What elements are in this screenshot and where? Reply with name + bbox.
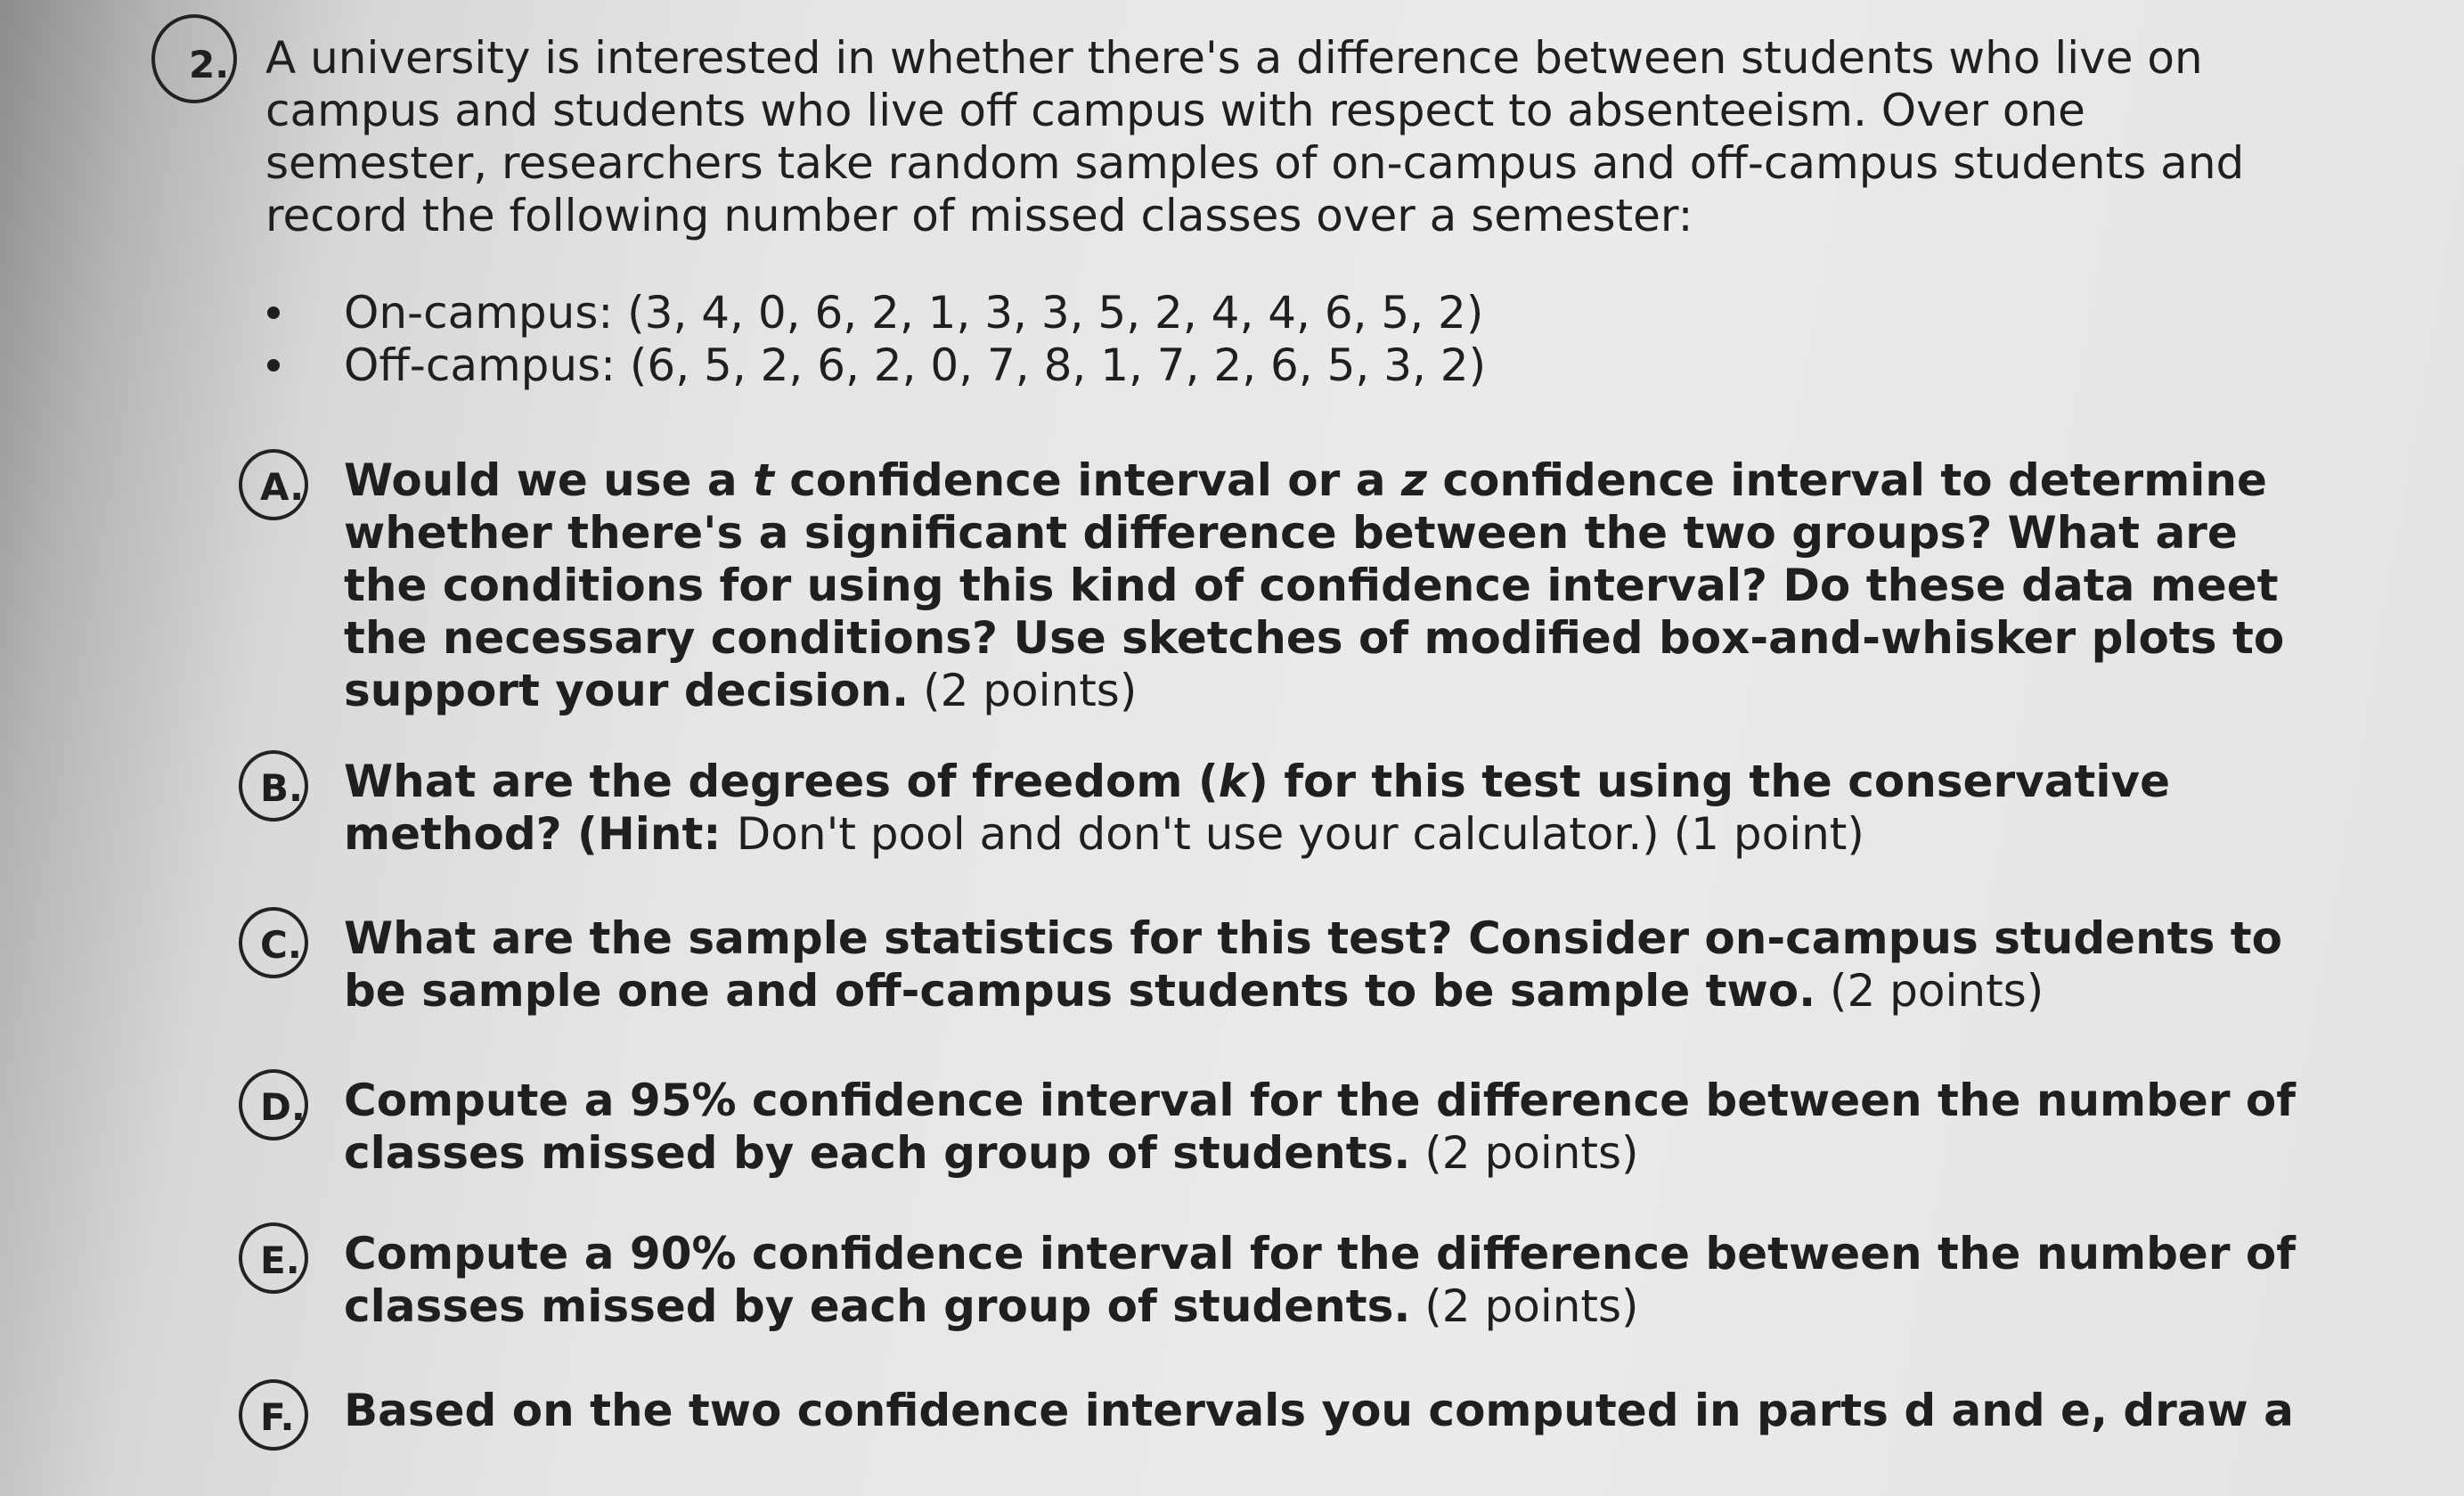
bullet-dot	[267, 307, 280, 319]
part-c-line-1: What are the sample statistics for this test? Consider on-campus students to	[344, 912, 2283, 964]
part-a-line-3: the conditions for using this kind of confidence interval? Do these data meet	[344, 560, 2279, 611]
part-d-line-2	[344, 1127, 2296, 1180]
part-e-line-1: Compute a 90% confidence interval for the difference between the number of	[344, 1228, 2297, 1279]
part-b-k-symbol: k	[1218, 756, 1248, 807]
part-d-points: (2 points)	[1410, 1127, 1639, 1179]
part-c-points: (2 points)	[1815, 965, 2044, 1017]
part-a-t-symbol: t	[752, 454, 774, 506]
part-a-line-5-bold: support your decision.	[344, 665, 910, 716]
intro-line-4: record the following number of missed classes over a semester:	[265, 190, 1693, 241]
part-b-hint-text: Don't pool and don't use your calculator.) (1 point)	[736, 808, 1864, 860]
part-f-line-1: Based on the two confidence intervals you computed in parts d and e, draw a	[344, 1385, 2294, 1436]
part-b-letter: B.	[260, 766, 303, 810]
part-a-letter-circle	[239, 449, 308, 520]
part-b-hint-label: method? (Hint:	[344, 808, 737, 860]
part-a-line-2: whether there's a significant difference between the two groups? What are	[344, 507, 2238, 559]
intro-line-3: semester, researchers take random samples of on-campus and off-campus students and	[265, 137, 2245, 189]
part-a-line-5	[344, 665, 2284, 717]
part-f-letter: F.	[260, 1395, 295, 1439]
part-d-line-1: Compute a 95% confidence interval for the difference between the number of	[344, 1075, 2297, 1126]
part-c-line-2	[344, 965, 2282, 1018]
question-intro	[265, 32, 2245, 242]
part-e-points: (2 points)	[1410, 1280, 1639, 1332]
part-a-z-symbol: z	[1400, 454, 1427, 506]
part-b-text	[344, 756, 2170, 861]
data-bullet-list	[265, 287, 1486, 392]
part-c-letter: C.	[260, 923, 302, 967]
part-a-line-1-pre: Would we use a	[344, 454, 753, 506]
part-d-letter: D.	[260, 1085, 306, 1129]
part-a-line-1-mid: confidence interval or a	[773, 454, 1401, 506]
part-d-line-2-bold: classes missed by each group of students.	[344, 1127, 1411, 1179]
part-f-text	[344, 1385, 2294, 1437]
part-b-line-1-pre: What are the degrees of freedom (	[344, 756, 1219, 807]
part-c-letter-circle	[239, 907, 308, 978]
part-f-letter-circle	[239, 1379, 308, 1451]
part-e-line-2	[344, 1280, 2296, 1333]
part-d-text	[344, 1075, 2296, 1180]
question-number: 2.	[189, 43, 230, 86]
question-number-circle	[151, 14, 237, 103]
part-a-points: (2 points)	[909, 665, 1138, 716]
intro-line-1: A university is interested in whether there's a difference between students who live on	[265, 32, 2203, 84]
part-e-line-2-bold: classes missed by each group of students.	[344, 1280, 1411, 1332]
part-e-letter-circle	[239, 1222, 308, 1294]
part-d-letter-circle	[239, 1069, 308, 1140]
part-a-line-4: the necessary conditions? Use sketches of modified box-and-whisker plots to	[344, 612, 2285, 664]
off-campus-data: Off-campus: (6, 5, 2, 6, 2, 0, 7, 8, 1, 7, 2, 6, 5, 3, 2)	[344, 339, 1487, 391]
on-campus-data: On-campus: (3, 4, 0, 6, 2, 1, 3, 3, 5, 2, 4, 4, 6, 5, 2)	[344, 287, 1484, 339]
bullet-on-campus	[265, 287, 1486, 339]
intro-line-2: campus and students who live off campus with respect to absenteeism. Over one	[265, 85, 2085, 136]
part-a-line-1-post: confidence interval to determine	[1426, 454, 2267, 506]
part-c-text	[344, 912, 2282, 1018]
part-b-letter-circle	[239, 750, 308, 822]
part-b-line-2	[344, 808, 2170, 861]
bullet-off-campus	[265, 339, 1486, 392]
part-a-text	[344, 454, 2284, 717]
part-e-text	[344, 1228, 2296, 1333]
bullet-dot	[267, 359, 280, 372]
part-b-line-1-post: ) for this test using the conservative	[1247, 756, 2170, 807]
part-a-letter: A.	[260, 465, 305, 509]
part-b-line-1	[344, 756, 2170, 808]
part-a-line-1	[344, 454, 2284, 507]
part-e-letter: E.	[260, 1238, 300, 1282]
part-c-line-2-bold: be sample one and off-campus students to be sample two.	[344, 965, 1816, 1017]
